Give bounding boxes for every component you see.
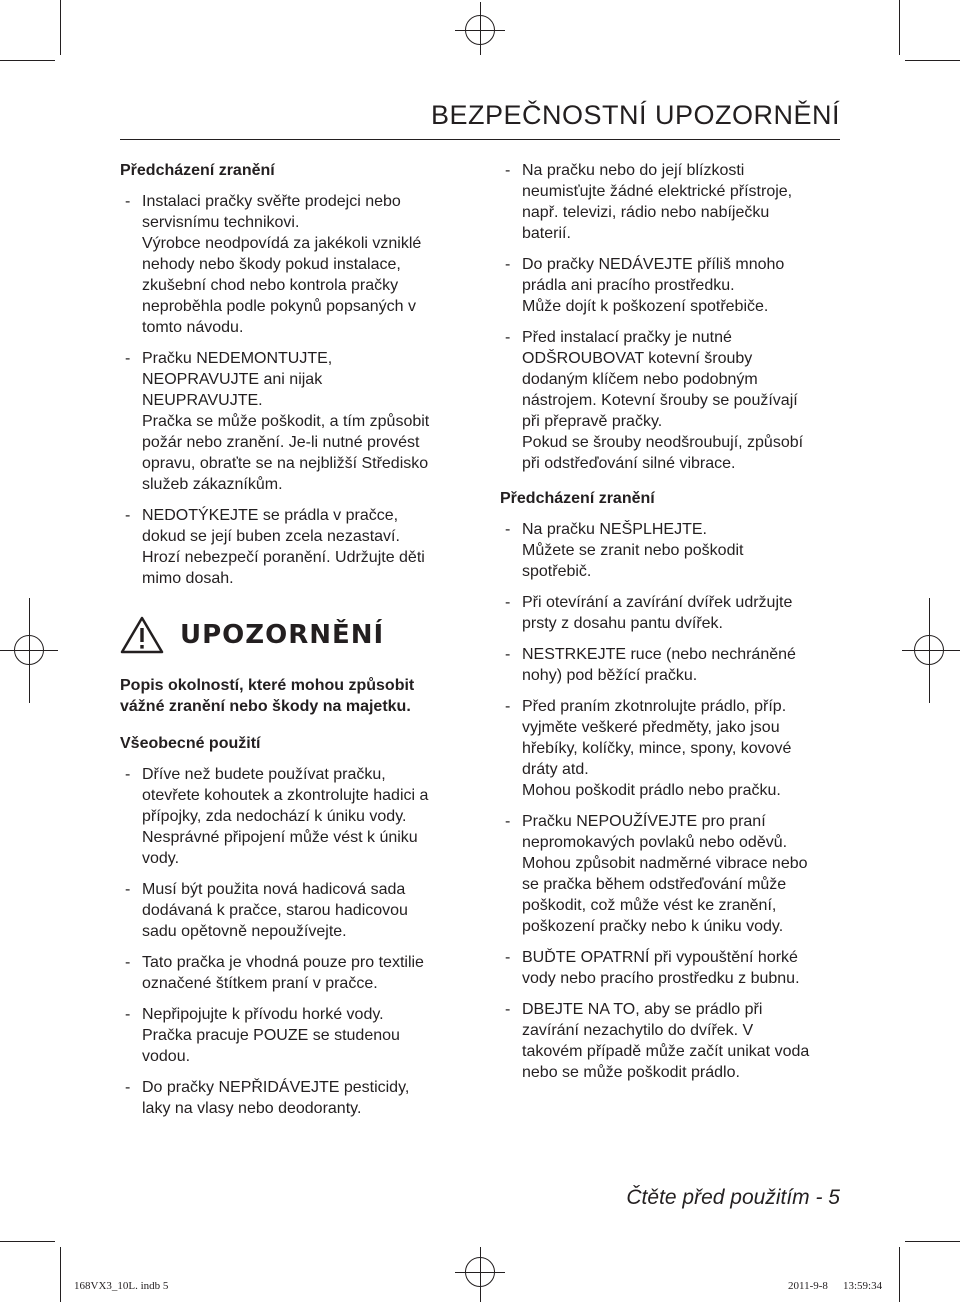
list-item (500, 947, 845, 989)
right-column (500, 160, 845, 1093)
item-text-line: ODŠROUBOVAT kotevní šrouby (522, 350, 753, 367)
header-divider (120, 139, 840, 140)
item-text-line: DBEJTE NA TO, aby se prádlo při (522, 1001, 763, 1018)
bullet-dash: - (505, 162, 511, 179)
item-text-line: Instalaci pračky svěřte prodejci nebo (142, 193, 401, 210)
bullet-dash: - (125, 1079, 131, 1096)
list-item (500, 811, 845, 937)
item-text-line: Dříve než budete používat pračku, (142, 766, 386, 783)
list-item (120, 1004, 468, 1067)
item-text-line: prsty z dosahu pantu dvířek. (522, 615, 723, 632)
item-text-line: mimo dosah. (142, 570, 234, 587)
bullet-dash: - (505, 256, 511, 273)
item-text-line: hřebíky, kolíčky, mince, spony, kovové (522, 740, 792, 757)
item-text-line: Nesprávné připojení může vést k úniku (142, 829, 418, 846)
item-text-line: Mohou poškodit prádlo nebo pračku. (522, 782, 781, 799)
crop-mark-top-left-h (0, 60, 55, 61)
section-heading-general-use: Všeobecné použití (120, 735, 261, 752)
item-text-line: spotřebič. (522, 563, 592, 580)
item-text-line: tomto návodu. (142, 319, 244, 336)
list-general-use (120, 764, 468, 1119)
item-text-line: BUĎTE OPATRNÍ při vypouštění horké (522, 949, 798, 966)
list-item (120, 952, 468, 994)
item-text-line: zkušební chod nebo kontrola pračky (142, 277, 399, 294)
item-text-line: takovém případě může začít unikat voda (522, 1043, 810, 1060)
item-text-line: při odstřeďování silné vibrace. (522, 455, 736, 472)
item-text-line: vody. (142, 850, 180, 867)
bullet-dash: - (125, 507, 131, 524)
item-text-line: např. televizi, rádio nebo nabíječku (522, 204, 770, 221)
item-text-line: poškodit, což může vést ke zranění, (522, 897, 777, 914)
print-slug-time: 13:59:34 (843, 1280, 883, 1292)
item-text-line: Před instalací pračky je nutné (522, 329, 732, 346)
crop-mark-top-right-v (899, 0, 900, 55)
list-item (120, 764, 468, 869)
item-text-line: NEUPRAVUJTE. (142, 392, 263, 409)
item-text-line: nohy) pod běžící pračku. (522, 667, 698, 684)
item-text-line: vodou. (142, 1048, 191, 1065)
bullet-dash: - (505, 949, 511, 966)
list-injury-prevention-left (120, 191, 468, 589)
list-item (120, 879, 468, 942)
item-text-line: Může dojít k poškození spotřebiče. (522, 298, 769, 315)
bullet-dash: - (505, 594, 511, 611)
bullet-dash: - (505, 813, 511, 830)
item-text-line: nehody nebo škody pokud instalace, (142, 256, 401, 273)
crop-mark-bottom-right-v (899, 1247, 900, 1302)
item-text-line: Na pračku NEŠPLHEJTE. (522, 521, 707, 538)
item-text-line: otevřete kohoutek a zkontrolujte hadici a (142, 787, 429, 804)
text-line: vážné zranění nebo škody na majetku. (120, 698, 411, 715)
bullet-dash: - (505, 329, 511, 346)
item-text-line: Do pračky NEPŘIDÁVEJTE pesticidy, (142, 1079, 410, 1096)
section-heading-injury-prevention: Předcházení zranění (120, 162, 275, 179)
item-text-line: Výrobce neodpovídá za jakékoli vzniklé (142, 235, 422, 252)
bullet-dash: - (125, 1006, 131, 1023)
list-item (120, 505, 468, 589)
item-text-line: vyjměte veškeré předměty, jako jsou (522, 719, 780, 736)
item-text-line: servisnímu technikovi. (142, 214, 300, 231)
section-heading-injury-prevention-2: Předcházení zranění (500, 490, 655, 507)
list-item (500, 592, 845, 634)
list-item (500, 519, 845, 582)
item-text-line: Pračka pracuje POUZE se studenou (142, 1027, 400, 1044)
item-text-line: služeb zákazníkům. (142, 476, 283, 493)
item-text-line: zavírání nezachytilo do dvířek. V (522, 1022, 754, 1039)
bullet-dash: - (125, 954, 131, 971)
item-text-line: Nepřipojujte k přívodu horké vody. (142, 1006, 384, 1023)
list-general-use-continued (500, 160, 845, 474)
list-item (500, 696, 845, 801)
item-text-line: Pračku NEPOUŽÍVEJTE pro praní (522, 813, 766, 830)
bullet-dash: - (125, 193, 131, 210)
item-text-line: prádla ani pracího prostředku. (522, 277, 735, 294)
item-text-line: Před praním zkotnrolujte prádlo, příp. (522, 698, 787, 715)
list-item (500, 254, 845, 317)
bullet-dash: - (505, 521, 511, 538)
item-text-line: Pračka se může poškodit, a tím způsobit (142, 413, 430, 430)
item-text-line: Pračku NEDEMONTUJTE, (142, 350, 333, 367)
crop-mark-bottom-left-h (0, 1241, 55, 1242)
item-text-line: baterií. (522, 225, 571, 242)
item-text-line: NEOPRAVUJTE ani nijak (142, 371, 323, 388)
item-text-line: vody nebo pracího prostředku z bubnu. (522, 970, 800, 987)
item-text-line: nástrojem. Kotevní šrouby se používají (522, 392, 798, 409)
item-text-line: se pračka během odstřeďování může (522, 876, 787, 893)
crop-mark-top-left-v (60, 0, 61, 55)
item-text-line: dodaným klíčem nebo podobným (522, 371, 758, 388)
item-text-line: neproběhla podle pokynů popsaných v (142, 298, 416, 315)
item-text-line: NEDOTÝKEJTE se prádla v pračce, (142, 507, 399, 524)
warning-description (120, 675, 468, 717)
bullet-dash: - (505, 646, 511, 663)
item-text-line: dokud se její buben zcela nezastaví. (142, 528, 400, 545)
warning-banner (120, 615, 468, 655)
item-text-line: požár nebo zranění. Je-li nutné provést (142, 434, 420, 451)
item-text-line: přípojky, zda nedochází k úniku vody. (142, 808, 407, 825)
bullet-dash: - (125, 350, 131, 367)
item-text-line: Musí být použita nová hadicová sada (142, 881, 406, 898)
bullet-dash: - (505, 698, 511, 715)
print-slug-file: 168VX3_10L. indb 5 (74, 1280, 169, 1292)
item-text-line: Mohou způsobit nadměrné vibrace nebo (522, 855, 808, 872)
list-item (120, 348, 468, 495)
bullet-dash: - (125, 766, 131, 783)
item-text-line: nebo se může poškodit prádlo. (522, 1064, 740, 1081)
crop-mark-bottom-left-v (60, 1247, 61, 1302)
item-text-line: Na pračku nebo do její blízkosti (522, 162, 745, 179)
item-text-line: Můžete se zranit nebo poškodit (522, 542, 744, 559)
page-title: BEZPEČNOSTNÍ UPOZORNĚNÍ (430, 100, 840, 130)
item-text-line: NESTRKEJTE ruce (nebo nechráněné (522, 646, 796, 663)
list-item (500, 160, 845, 244)
list-item (120, 191, 468, 338)
bullet-dash: - (505, 1001, 511, 1018)
item-text-line: laky na vlasy nebo deodoranty. (142, 1100, 362, 1117)
item-text-line: dodávaná k pračce, starou hadicovou (142, 902, 408, 919)
bullet-dash: - (125, 881, 131, 898)
item-text-line: označené štítkem praní v pračce. (142, 975, 378, 992)
list-injury-prevention-right (500, 519, 845, 1083)
item-text-line: neumisťujte žádné elektrické přístroje, (522, 183, 793, 200)
list-item (500, 644, 845, 686)
list-item (120, 1077, 468, 1119)
left-column (120, 160, 468, 1129)
item-text-line: Pokud se šrouby neodšroubují, způsobí (522, 434, 804, 451)
print-slug-date: 2011-9-8 (788, 1280, 828, 1292)
item-text-line: Hrozí nebezpečí poranění. Udržujte děti (142, 549, 425, 566)
item-text-line: Tato pračka je vhodná pouze pro textilie (142, 954, 424, 971)
item-text-line: Do pračky NEDÁVEJTE příliš mnoho (522, 256, 785, 273)
item-text-line: opravu, obraťte se na nejbližší Středisko (142, 455, 429, 472)
item-text-line: při přepravě pračky. (522, 413, 663, 430)
item-text-line: Při otevírání a zavírání dvířek udržujte (522, 594, 793, 611)
warning-triangle-icon (120, 616, 164, 654)
crop-mark-bottom-right-h (905, 1241, 960, 1242)
list-item (500, 327, 845, 474)
text-line: Popis okolností, které mohou způsobit (120, 677, 415, 694)
item-text-line: nepromokavých povlaků nebo oděvů. (522, 834, 788, 851)
list-item (500, 999, 845, 1083)
warning-title: UPOZORNĚNÍ (180, 619, 385, 650)
item-text-line: poškození pračky nebo k úniku vody. (522, 918, 784, 935)
item-text-line: dráty atd. (522, 761, 589, 778)
page-footer-label: Čtěte před použitím - 5 (626, 1186, 840, 1209)
item-text-line: sadu opětovně nepoužívejte. (142, 923, 347, 940)
crop-mark-top-right-h (905, 60, 960, 61)
